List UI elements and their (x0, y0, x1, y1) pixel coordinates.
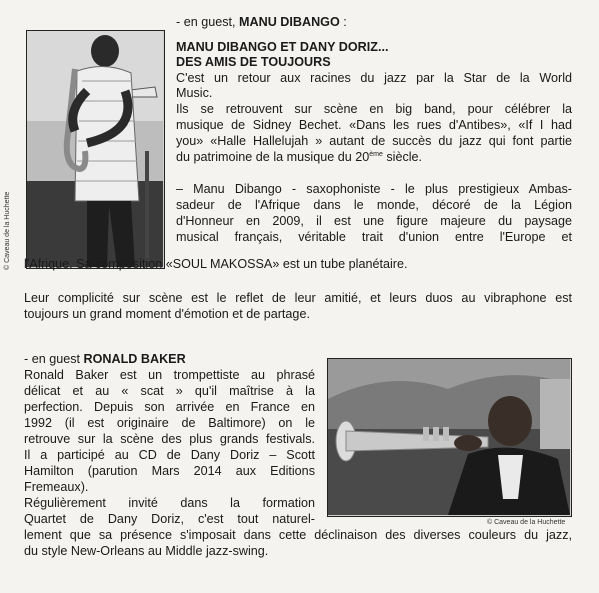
photo-credit-2: © Caveau de la Huchette (487, 519, 566, 526)
section1-title-line1: MANU DIBANGO ET DANY DORIZ... (176, 40, 389, 54)
para2-line: sadeur de l'Afrique dans le monde, décoré de la Légion (176, 198, 572, 212)
guest-name-ronald: RONALD BAKER (83, 352, 186, 366)
para4-line: retrouve sur la scène des plus grands festivals. (24, 432, 315, 446)
intro2-prefix: - en guest (24, 352, 84, 366)
section2-intro (24, 352, 186, 367)
para1-line-last (176, 150, 422, 165)
manu-dibango-photo (26, 30, 165, 269)
para2-line-last: l'Afrique. Sa composition «SOUL MAKOSSA» est un tube planétaire. (24, 257, 408, 271)
para1-line: C'est un retour aux racines du jazz par la Star de la World (176, 71, 572, 85)
para2-line: – Manu Dibango - saxophoniste - le plus prestigieux Ambas- (176, 182, 572, 196)
trumpeter-illustration (328, 359, 570, 515)
para4-line: Régulièrement invité dans la formation (24, 496, 315, 510)
para4-line: perfection. Depuis son arrivée en France en (24, 400, 315, 414)
para4-line: Ronald Baker est un trompettiste au phrasé (24, 368, 315, 382)
para3-line: Leur complicité sur scène est le reflet de leur amitié, et leurs duos au vibraphone est (24, 291, 572, 305)
para1-text-end: siècle. (382, 150, 423, 164)
para4-line: Quartet de Dany Doriz, c'est tout naturel- (24, 512, 315, 526)
saxophonist-illustration (27, 31, 163, 267)
section1-intro (176, 15, 347, 30)
para4-line: lement que sa présence s'imposait dans cette déclinaison des diverses couleurs du jazz, (24, 528, 572, 542)
para1-text: du patrimoine de la musique du 20 (176, 150, 370, 164)
para2-line: d'Honneur en 2009, il est une figure majeure du paysage (176, 214, 572, 228)
para1-line: Ils se retrouvent sur scène en big band, pour célébrer la (176, 102, 572, 116)
superscript-eme: ème (369, 150, 383, 158)
guest-name-manu: MANU DIBANGO (239, 15, 340, 29)
para1-line: Music. (176, 86, 213, 100)
ronald-baker-photo (327, 358, 572, 517)
para2-line: musical français, véritable trait d'union entre l'Europe et (176, 230, 572, 244)
photo-credit-1: © Caveau de la Huchette (4, 191, 11, 270)
para4-line: Fremeaux). (24, 480, 89, 494)
para4-line: 1992 (il est originaire de Baltimore) on le (24, 416, 315, 430)
para4-line: Il a participé au CD de Dany Doriz – Scott (24, 448, 315, 462)
para4-line: Hamilton (parution Mars 2014 aux Editions (24, 464, 315, 478)
intro-suffix: : (339, 15, 347, 29)
para3-line: toujours un grand moment d'émotion et de partage. (24, 307, 310, 321)
section1-title-line2: DES AMIS DE TOUJOURS (176, 55, 331, 69)
para1-line: musique de Sidney Bechet. «Dans les rues d'Antibes», «If I had (176, 118, 572, 132)
para4-line: délicat et au « scat » qu'il maîtrise à la (24, 384, 315, 398)
para4-line: du style New-Orleans au Middle jazz-swing. (24, 544, 269, 558)
intro-prefix: - en guest, (176, 15, 240, 29)
para1-line: you» «Halle Hallelujah » autant de succès du jazz qui font partie (176, 134, 572, 148)
